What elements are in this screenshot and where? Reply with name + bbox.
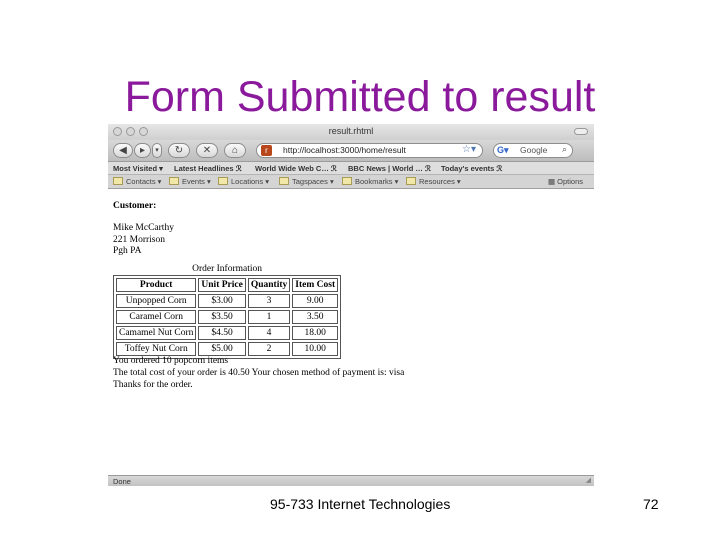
table-cell: $3.50 [198,310,245,324]
table-cell: Toffey Nut Corn [116,342,196,356]
table-cell: $5.00 [198,342,245,356]
folder-icon [406,177,416,185]
bookmarks-toolbar [108,162,594,175]
bookmark-www-consortium[interactable]: World Wide Web C… ℛ [255,164,337,173]
forward-arrow-icon: ▸ [139,145,146,156]
folder-icon [169,177,179,185]
page-content [108,189,594,475]
customer-name: Mike McCarthy [113,223,174,233]
status-bar [108,475,594,486]
table-header-row [116,278,338,292]
folder-icon [113,177,123,185]
table-row [116,294,338,308]
site-favicon-icon: r [261,145,272,156]
options-icon: ▦ [548,177,558,186]
reload-icon: ↻ [174,145,184,156]
back-button[interactable] [113,143,133,158]
folder-icon [342,177,352,185]
stop-icon: ✕ [202,145,212,156]
table-cell: 2 [248,342,290,356]
window-title: result.rhtml [328,126,374,136]
bookmark-latest-headlines[interactable]: Latest Headlines ℛ [174,164,242,173]
nav-toolbar [108,140,594,162]
table-cell: 9.00 [292,294,338,308]
table-cell: $3.00 [198,294,245,308]
address-line-2: Pgh PA [113,246,142,256]
search-input[interactable] [493,143,573,158]
folder-locations[interactable]: Locations ▾ [218,177,269,186]
status-text: Done [113,477,131,486]
bookmark-most-visited[interactable]: Most Visited ▾ [113,164,163,173]
title-bar[interactable] [108,124,594,140]
browser-window [108,124,594,486]
url-text: http://localhost:3000/home/result [283,145,406,155]
summary-items: You ordered 10 popcorn items [113,356,229,366]
customer-heading: Customer: [113,201,157,211]
folder-bookmarks[interactable]: Bookmarks ▾ [342,177,398,186]
resize-grip-icon[interactable]: ◢ [585,477,591,484]
table-row [116,342,338,356]
bookmark-star-icon[interactable]: ☆▾ [462,144,476,155]
table-cell: 3.50 [292,310,338,324]
slide-footer: 95-733 Internet Technologies [270,496,451,512]
search-icon[interactable]: ⌕ [561,144,567,154]
history-dropdown-button[interactable] [152,143,162,158]
table-cell: 18.00 [292,326,338,340]
toolbar-toggle-icon[interactable] [574,128,588,135]
table-cell: $4.50 [198,326,245,340]
chevron-down-icon: ▾ [155,147,159,154]
table-cell: 1 [248,310,290,324]
bookmark-bbc-news[interactable]: BBC News | World … ℛ [348,164,431,173]
folder-icon [279,177,289,185]
column-header: Quantity [248,278,290,292]
column-header: Unit Price [198,278,245,292]
url-bar[interactable] [256,143,483,158]
options-button[interactable]: ▦ Options [548,177,584,186]
folder-icon [218,177,228,185]
home-icon: ⌂ [231,145,239,156]
table-cell: 10.00 [292,342,338,356]
google-engine-icon[interactable]: G▾ [497,145,509,155]
forward-button[interactable] [134,143,151,158]
bookmark-todays-events[interactable]: Today's events ℛ [441,164,503,173]
summary-thanks: Thanks for the order. [113,380,193,390]
table-cell: 3 [248,294,290,308]
address-line-1: 221 Morrison [113,235,165,245]
search-placeholder: Google [520,145,548,155]
table-row [116,310,338,324]
stop-button[interactable] [196,143,218,158]
back-arrow-icon: ◀ [119,145,127,156]
table-cell: Unpopped Corn [116,294,196,308]
table-cell: Camamel Nut Corn [116,326,196,340]
table-cell: Caramel Corn [116,310,196,324]
table-row [116,326,338,340]
home-button[interactable] [224,143,246,158]
table-cell: 4 [248,326,290,340]
summary-total: The total cost of your order is 40.50 Your chosen method of payment is: visa [113,368,405,378]
folder-tagspaces[interactable]: Tagspaces ▾ [279,177,334,186]
folder-events[interactable]: Events ▾ [169,177,211,186]
slide-title: Form Submitted to result [124,73,596,121]
column-header: Item Cost [292,278,338,292]
column-header: Product [116,278,196,292]
slide-page-number: 72 [643,496,659,512]
folder-contacts[interactable]: Contacts ▾ [113,177,161,186]
folder-resources[interactable]: Resources ▾ [406,177,461,186]
reload-button[interactable] [168,143,190,158]
order-table [113,264,341,359]
order-table-caption: Order Information [192,264,262,274]
folder-toolbar [108,175,594,189]
